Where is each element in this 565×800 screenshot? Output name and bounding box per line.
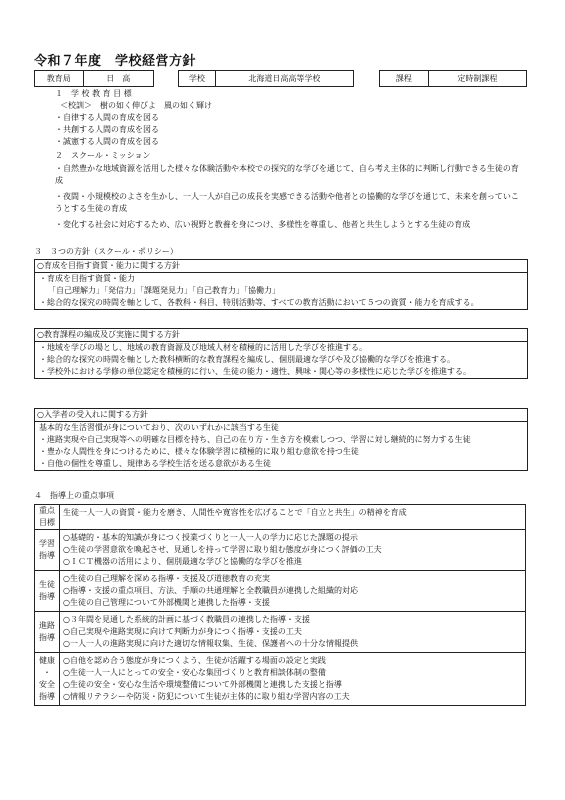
policy-line: 「自己理解力」「発信力」「課題発見力」「自己教育力」「協働力」 bbox=[48, 286, 280, 295]
mission-item: ・夜間・小規模校のよさを生かし、一人一人が自己の成長を実感できる活動や他者との協働的な学びを通じて、未来を創っていこうとする生徒の育成 bbox=[55, 192, 519, 213]
school-value: 北海道日高高等学校 bbox=[248, 74, 321, 83]
table-row bbox=[35, 505, 526, 530]
row-label: 学習 指導 bbox=[35, 530, 60, 571]
policy-box-3-heading: ○入学者の受入れに関する方針 bbox=[35, 409, 527, 422]
section-4-heading: ４ 指導上の重点事項 bbox=[34, 491, 114, 500]
table-row bbox=[35, 612, 526, 653]
policy-line: ・総合的な探究の時間を軸として、各教科・科目、特別活動等、すべての教育活動において５つの資質・能力を育成する。 bbox=[39, 298, 479, 307]
goal-item: ・誠憲する人間の育成を図る bbox=[55, 137, 159, 146]
row-label: 健康 ・ 安全 指導 bbox=[35, 653, 60, 706]
table-row bbox=[35, 530, 526, 571]
row-line: ○ＩＣＴ機器の活用により、個別最適な学びと協働的な学びを推進 bbox=[63, 557, 302, 566]
mission-item: ・自然豊かな地域資源を活用した様々な体験活動や本校での探究的な学びを通じて、自ら考え主体的に判断し行動できる生徒の育成 bbox=[55, 164, 519, 185]
row-line: ○自他を認め合う態度が身につくよう、生徒が活躍する場面の設定と実践 bbox=[63, 656, 326, 665]
row-line: ○情報リテラシーや防災・防犯について生徒が主体的に取り組む学習内容の工夫 bbox=[63, 692, 350, 701]
policy-box-2-heading: ○教育課程の編成及び実施に関する方針 bbox=[35, 329, 527, 342]
row-line: ○自己実現や進路実現に向けて判断力が身につく指導・支援の工夫 bbox=[63, 627, 302, 636]
row-line: ○生徒の自己理解を深める指導・支援及び道徳教育の充実 bbox=[63, 574, 270, 583]
policy-line: ・学校外における学修の単位認定を積極的に行い、生徒の能力・適性、興味・関心等の多様性に応じた学びを推進する。 bbox=[39, 367, 471, 376]
policy-line: ・地域を学びの場とし、地域の教育資源及び地域人材を積極的に活用した学びを推進する。 bbox=[39, 343, 367, 352]
course-cell bbox=[379, 70, 527, 87]
row-line: ○生徒の学習意欲を喚起させ、見通しを持って学習に取り組む態度が身につく評価の工夫 bbox=[63, 545, 382, 554]
goal-item: ・自律する人間の育成を図る bbox=[55, 113, 159, 122]
policy-line: ・総合的な探究の時間を軸とした教科横断的な教育課程を編成し、個別最適な学びや及び協働的な学びを推進する。 bbox=[39, 355, 455, 364]
row-line: ○３年間を見通した系統的計画に基づく教職員の連携した指導・支援 bbox=[63, 615, 310, 624]
goal-item: ・共創する人間の育成を図る bbox=[55, 125, 159, 134]
policy-box-1 bbox=[34, 259, 528, 310]
row-content bbox=[60, 530, 526, 571]
row-line: ○生徒一人一人にとっての安全・安心な集団づくりと教育相談体制の整備 bbox=[63, 668, 326, 677]
page-title: 令和７年度 学校経営方針 bbox=[34, 54, 197, 69]
table-row bbox=[35, 571, 526, 612]
policy-box-2 bbox=[34, 328, 528, 379]
section-3-heading: ３ ３つの方針（スクール・ポリシー） bbox=[34, 247, 178, 256]
section-1-heading: １ 学 校 教 育 目 標 bbox=[55, 89, 132, 98]
bureau-value: 日 高 bbox=[106, 74, 131, 83]
school-label: 学校 bbox=[179, 71, 216, 86]
row-line: ○基礎的・基本的知識が身につく授業づくりと一人一人の学力に応じた課題の提示 bbox=[63, 533, 358, 542]
policy-line: 基本的な生活習慣が身についており、次のいずれかに該当する生徒 bbox=[39, 423, 279, 432]
row-content bbox=[60, 505, 526, 530]
row-line: 生徒一人一人の資質・能力を磨き、人間性や寛容性を広げることで「自立と共生」の精神を育成 bbox=[63, 508, 407, 517]
policy-line: ・自他の個性を尊重し、規律ある学校生活を送る意欲がある生徒 bbox=[39, 459, 271, 468]
row-label: 進路 指導 bbox=[35, 612, 60, 653]
school-motto: ＜校訓＞ 樹の如く伸びよ 風の如く輝け bbox=[60, 101, 212, 110]
policy-box-1-heading: ○育成を目指す資質・能力に関する方針 bbox=[35, 260, 527, 273]
priority-table bbox=[34, 504, 526, 706]
course-value: 定時制課程 bbox=[457, 74, 498, 83]
row-content bbox=[60, 612, 526, 653]
bureau-label: 教育局 bbox=[35, 71, 84, 86]
row-content bbox=[60, 653, 526, 706]
row-line: ○一人一人の進路実現に向けた適切な情報収集、生徒、保護者への十分な情報提供 bbox=[63, 639, 358, 648]
row-content bbox=[60, 571, 526, 612]
policy-line: ・進路実現や自己実現等への明確な目標を持ち、自己の在り方・生き方を模索しつつ、学習に対し継続的に努力する生徒 bbox=[39, 435, 471, 444]
policy-box-3 bbox=[34, 408, 528, 471]
row-label: 生徒 指導 bbox=[35, 571, 60, 612]
row-label: 重点 目標 bbox=[35, 505, 60, 530]
school-cell bbox=[178, 70, 354, 87]
policy-line: ・育成を目指す資質・能力 bbox=[39, 274, 135, 283]
policy-line: ・豊かな人間性を身につけるために、様々な体験学習に積極的に取り組む意欲を持つ生徒 bbox=[39, 447, 359, 456]
bureau-cell bbox=[34, 70, 154, 87]
row-line: ○生徒の安全・安心な生活や環境整備について外部機関と連携した支援と指導 bbox=[63, 680, 342, 689]
section-2-heading: ２ スクール・ミッション bbox=[55, 151, 151, 160]
row-line: ○生徒の自己管理について外部機関と連携した指導・支援 bbox=[63, 598, 270, 607]
table-row bbox=[35, 653, 526, 706]
row-line: ○指導・支援の重点項目、方法、手順の共通理解と全教職員が連携した組織的対応 bbox=[63, 586, 358, 595]
mission-item: ・変化する社会に対応するため、広い視野と教養を身につけ、多様性を尊重し、他者と共生しようとする生徒の育成 bbox=[55, 220, 471, 229]
course-label: 課程 bbox=[380, 71, 429, 86]
